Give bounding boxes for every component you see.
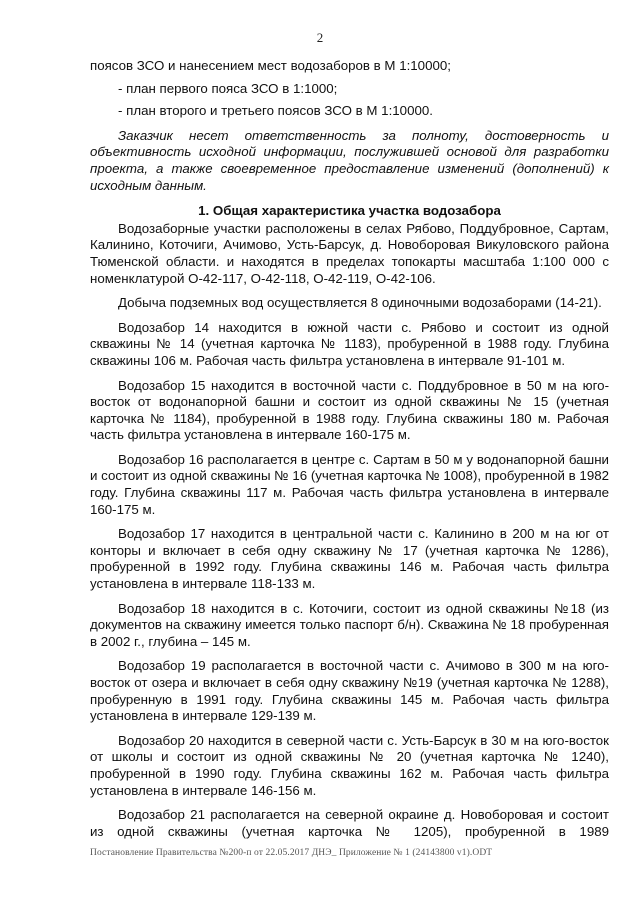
paragraph-intake-19: Водозабор 19 располагается в восточной части с. Ачимово в 300 м на юго-восток от озера и включает в себя одну скважину №19 (учетная карточка № 1288), пробуренную в 1991 году. Глубина скважины 145 м. Рабочая часть фильтра установлена в интервале 129-139 м. <box>90 658 609 724</box>
section-heading: 1. Общая характеристика участка водозабора <box>198 203 501 219</box>
paragraph-locations: Водозаборные участки расположены в селах Рябово, Поддубровное, Сартам, Калинино, Коточиги, Ачимово, Усть-Барсук, д. Новоборовая Викуловского района Тюменской области. и находятся в пределах топокарты масштаба 1:100 000 с номенклатурой О-42-117, О-42-118, О-42-119, О-42-106. <box>90 220 609 286</box>
paragraph-intake-16: Водозабор 16 располагается в центре с. Сартам в 50 м у водонапорной башни и состоит из одной скважины № 16 (учетная карточка № 1008), пробуренной в 1982 году. Глубина скважины 117 м. Рабочая часть фильтра установлена в интервале 160-175 м. <box>90 451 609 517</box>
page-number: 2 <box>316 30 324 45</box>
list-item-second-third-zone-plan: - план второго и третьего поясов ЗСО в М 1:10000. <box>118 103 433 119</box>
paragraph-intake-15: Водозабор 15 находится в восточной части с. Поддубровное в 50 м на юго-восток от водонапорной башни и состоит из одной скважины № 15 (учетная карточка № 1184), пробуренной в 1988 году. Глубина скважины 180 м. Рабочая часть фильтра установлена в интервале 160-175 м. <box>90 377 609 443</box>
document-body <box>90 58 609 840</box>
list-item-first-zone-plan: - план первого пояса ЗСО в 1:1000; <box>118 80 338 96</box>
paragraph-intake-18: Водозабор 18 находится в с. Коточиги, состоит из одной скважины №18 (из документов на скважину имеется только паспорт б/н). Скважина № 18 пробуренная в 2002 г., глубина – 145 м. <box>90 600 609 649</box>
paragraph-intake-14: Водозабор 14 находится в южной части с. Рябово и состоит из одной скважины № 14 (учетная карточка № 1183), пробуренной в 1988 году. Глубина скважины 106 м. Рабочая часть фильтра установлена в интервале 91-101 м. <box>90 319 609 368</box>
paragraph-intake-17: Водозабор 17 находится в центральной части с. Калинино в 200 м на юг от конторы и включает в себя одну скважину № 17 (учетная карточка № 1286), пробуренной в 1992 году. Глубина скважины 146 м. Рабочая часть фильтра установлена в интервале 118-133 м. <box>90 526 609 592</box>
paragraph-intake-21: Водозабор 21 располагается на северной окраине д. Новоборовая и состоит из одной скважины (учетная карточка № 1205), пробуренной в 1989 <box>90 807 609 839</box>
customer-responsibility-notice: Заказчик несет ответственность за полноту, достоверность и объективность исходной информации, послужившей основой для разработки проекта, а также своевременное предоставление изменений (дополнений) к исходным данным. <box>90 127 609 193</box>
paragraph-water-extraction: Добыча подземных вод осуществляется 8 одиночными водозаборами (14-21). <box>118 295 602 311</box>
document-footer: Постановление Правительства №200-п от 22.05.2017 ДНЭ_ Приложение № 1 (24143800 v1).ODT <box>90 848 493 858</box>
intro-line: поясов ЗСО и нанесением мест водозаборов в М 1:10000; <box>90 58 451 73</box>
paragraph-intake-20: Водозабор 20 находится в северной части с. Усть-Барсук в 30 м на юго-восток от школы и состоит из одной скважины № 20 (учетная карточка № 1240), пробуренной в 1990 году. Глубина скважины 162 м. Рабочая часть фильтра установлена в интервале 146-156 м. <box>90 732 609 798</box>
